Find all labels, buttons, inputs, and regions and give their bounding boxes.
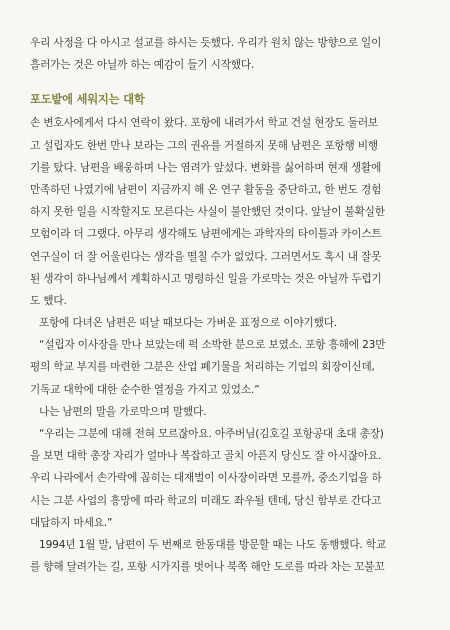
text-line: 도 했다. bbox=[30, 294, 67, 307]
text-line: 손 변호사에게서 다시 연락이 왔다. 포항에 내려가서 학교 건설 현장도 둘러보 bbox=[30, 117, 378, 130]
section-spacer bbox=[30, 76, 426, 89]
text-line: 만족하던 나였기에 남편이 지금까지 해 온 연구 활동을 중단하고, 한 번도 경험 bbox=[30, 183, 382, 196]
text-line: 포항에 다녀온 남편은 떠날 때보다는 가벼운 표정으로 이야기했다. bbox=[39, 317, 337, 330]
text-line: 연구실이 더 잘 어울린다는 생각을 떨칠 수가 없었다. 그러면서도 혹시 내 잘못 bbox=[30, 250, 382, 263]
section-heading: 포도밭에 세워지는 대학 bbox=[30, 93, 145, 107]
text-line: 대답하지 마세요.” bbox=[30, 516, 113, 529]
text-line: 된 생각이 하나님께서 계획하시고 명령하신 일을 가로막는 것은 아닐까 두렵기 bbox=[30, 272, 382, 285]
text-line: 나는 남편의 말을 가로막으며 말했다. bbox=[39, 405, 207, 418]
text-line: 을 보면 대학 총장 자리가 얼마나 복잡하고 골치 아픈지 당신도 잘 아시잖아요. bbox=[30, 450, 382, 463]
text-line: 모험이라 더 그랬다. 아무리 생각해도 남편에게는 과학자의 타이틀과 카이스트 bbox=[30, 228, 382, 241]
text-line: 흘러가는 것은 아닐까 하는 예감이 들기 시작했다. bbox=[30, 59, 255, 72]
text-line: 평의 학교 부지를 마련한 그분은 산업 폐기물을 처리하는 기업의 회장이신데, bbox=[30, 361, 375, 374]
text-line: “우리는 그분에 대해 전혀 모르잖아요. 아주버님(김호길 포항공대 초대 총장) bbox=[39, 428, 384, 440]
text-line: 를 향해 달려가는 길, 포항 시가지를 벗어나 북쪽 해안 도로를 따라 차는 꼬불꼬 bbox=[30, 561, 385, 574]
text-line: 기를 탔다. 남편을 배웅하며 나는 염려가 앞섰다. 변화를 싫어하며 현재 생활에 bbox=[30, 161, 382, 174]
text-line: 1994년 1월 말, 남편이 두 번째로 한동대를 방문할 때는 나도 동행했다. 학교 bbox=[39, 538, 387, 551]
page-body bbox=[30, 32, 426, 578]
text-line: 우리 나라에서 손가락에 꼽히는 대재벌이 이사장이라면 모를까, 중소기업을 하 bbox=[30, 472, 382, 485]
text-line: 기독교 대학에 대한 순수한 열정을 가지고 있었소.” bbox=[30, 383, 260, 396]
text-line: 고 설립자도 한번 만나 보라는 그의 권유를 거절하지 못해 남편은 포항행 비행 bbox=[30, 139, 378, 152]
text-line: 하지 못한 일을 시작할지도 모른다는 사실이 불안했던 것이다. 앞날이 불확실한 bbox=[30, 206, 385, 219]
text-line: 우리 사정을 다 아시고 설교를 하시는 듯했다. 우리가 원치 않는 방향으로 일이 bbox=[30, 37, 382, 49]
text-line: 시는 그분 사업의 흥망에 따라 학교의 미래도 좌우될 텐데, 당신 함부로 간다고 bbox=[30, 494, 382, 507]
text-line: “설립자 이사장을 만나 보았는데 퍽 소박한 분으로 보였소. 포항 흥해에 23만 bbox=[39, 339, 386, 352]
